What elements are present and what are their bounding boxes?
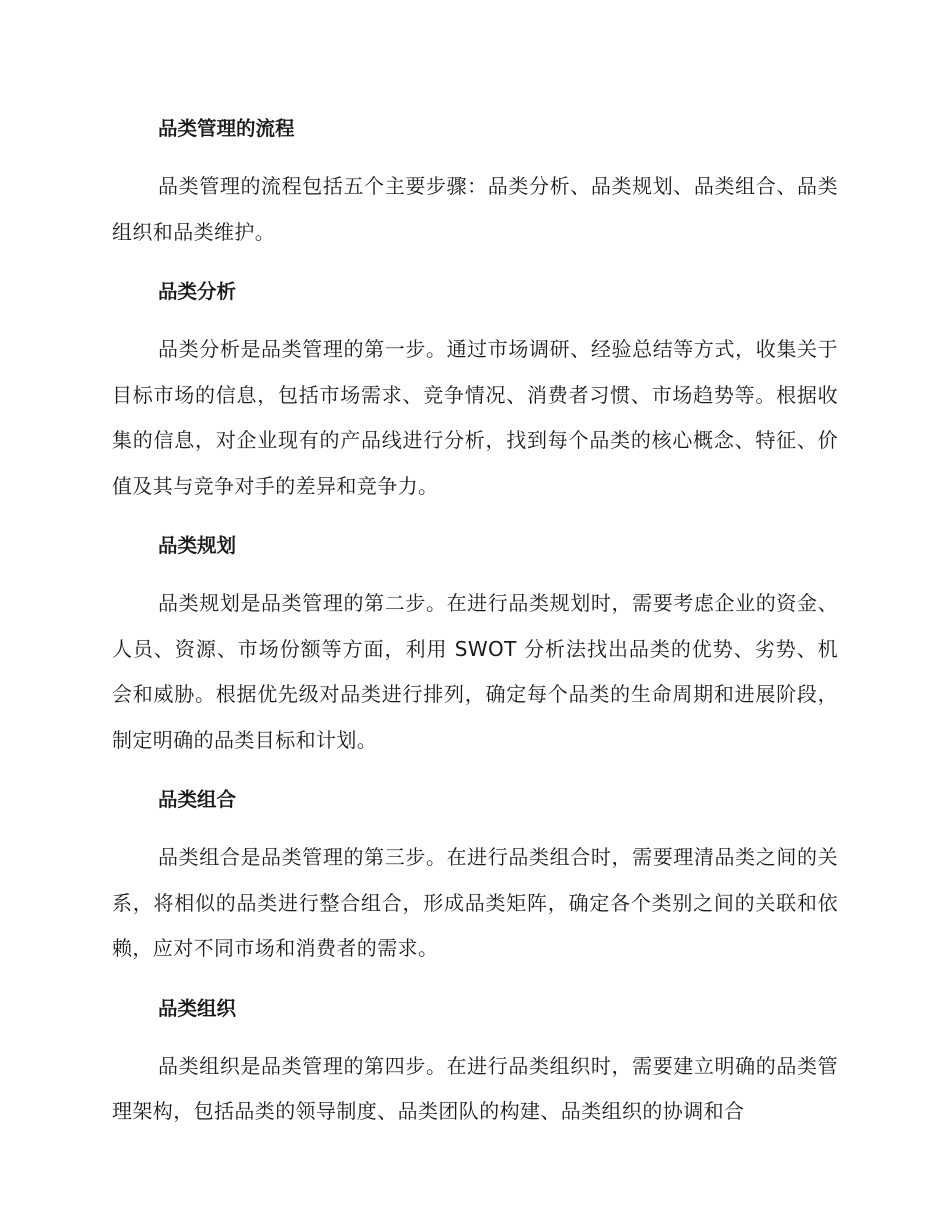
section-heading: 品类组织 xyxy=(158,996,237,1020)
section-paragraph: 品类规划是品类管理的第二步。在进行品类规划时，需要考虑企业的资金、人员、资源、市场份额等方面，利用 SWOT 分析法找出品类的优势、劣势、机会和威胁。根据优先级对品类进行排列，确定每个品类的生命周期和进展阶段，制定明确的品类目标和计划。 xyxy=(112,591,838,752)
section-paragraph: 品类组织是品类管理的第四步。在进行品类组织时，需要建立明确的品类管理架构，包括品类的领导制度、品类团队的构建、品类组织的协调和合 xyxy=(112,1053,838,1123)
section-heading: 品类分析 xyxy=(158,280,237,303)
section-paragraph: 品类组合是品类管理的第三步。在进行品类组合时，需要理清品类之间的关系，将相似的品类进行整合组合，形成品类矩阵，确定各个类别之间的关联和依赖，应对不同市场和消费者的需求。 xyxy=(112,845,838,960)
section-heading: 品类规划 xyxy=(158,534,237,557)
section-paragraph: 品类管理的流程包括五个主要步骤：品类分析、品类规划、品类组合、品类组织和品类维护。 xyxy=(112,174,838,244)
section-process xyxy=(112,112,838,255)
section-planning xyxy=(112,529,838,763)
section-organization xyxy=(112,992,838,1135)
section-heading: 品类组合 xyxy=(158,788,237,811)
section-analysis xyxy=(112,275,838,509)
section-combination xyxy=(112,783,838,972)
section-paragraph: 品类分析是品类管理的第一步。通过市场调研、经验总结等方式，收集关于目标市场的信息，包括市场需求、竞争情况、消费者习惯、市场趋势等。根据收集的信息，对企业现有的产品线进行分析，找到每个品类的核心概念、特征、价值及其与竞争对手的差异和竞争力。 xyxy=(112,337,838,498)
section-heading: 品类管理的流程 xyxy=(158,117,295,140)
